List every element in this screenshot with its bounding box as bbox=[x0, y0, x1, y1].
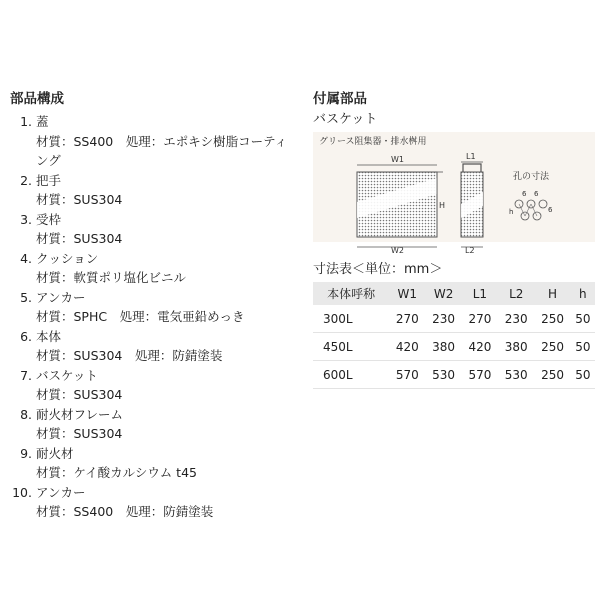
label-l1: L1 bbox=[466, 152, 476, 161]
part-detail: 材質：SUS304 bbox=[36, 387, 123, 402]
part-number: 8. bbox=[20, 406, 32, 422]
part-number: 6. bbox=[20, 328, 32, 344]
part-item bbox=[10, 405, 310, 444]
table-cell: 570 bbox=[389, 361, 425, 389]
basket-handle bbox=[463, 164, 481, 172]
dimension-table bbox=[313, 282, 595, 389]
part-name: 把手 bbox=[36, 172, 62, 188]
column-header: 本体呼称 bbox=[313, 282, 389, 305]
part-detail: 材質：SS400 処理：エポキシ樹脂コーティング bbox=[36, 133, 288, 168]
table-cell: 530 bbox=[425, 361, 461, 389]
part-item bbox=[10, 327, 310, 366]
table-cell: 300L bbox=[313, 305, 389, 333]
part-item bbox=[10, 210, 310, 249]
part-name: クッション bbox=[36, 250, 99, 266]
table-cell: 50 bbox=[571, 305, 595, 333]
table-cell: 50 bbox=[571, 361, 595, 389]
table-cell: 420 bbox=[389, 333, 425, 361]
label-h: H bbox=[439, 201, 446, 210]
part-number: 1. bbox=[20, 114, 32, 129]
part-item bbox=[10, 288, 310, 327]
part-item bbox=[10, 171, 310, 210]
part-number: 9. bbox=[20, 445, 32, 461]
part-detail: 材質：SPHC 処理：電気亜鉛めっき bbox=[36, 309, 245, 324]
table-cell: 230 bbox=[425, 305, 461, 333]
part-detail: 材質：SUS304 bbox=[36, 426, 123, 441]
accessory-heading: 付属部品 bbox=[313, 91, 367, 107]
label-hole: 孔の寸法 bbox=[513, 172, 550, 182]
parts-heading: 部品構成 bbox=[10, 91, 64, 107]
bottom-dimensions bbox=[313, 242, 595, 254]
part-detail: 材質：SS400 処理：防錆塗装 bbox=[36, 504, 214, 519]
part-item bbox=[10, 112, 310, 171]
part-number: 10. bbox=[12, 484, 32, 500]
column-header: L2 bbox=[498, 282, 534, 305]
label-w2: W2 bbox=[391, 246, 404, 254]
table-header-row bbox=[313, 282, 595, 305]
part-name: 耐火材 bbox=[36, 445, 74, 461]
table-cell: 570 bbox=[462, 361, 498, 389]
part-number: 7. bbox=[20, 367, 32, 383]
part-number: 5. bbox=[20, 289, 32, 305]
table-cell: 250 bbox=[534, 361, 570, 389]
part-detail: 材質：SUS304 bbox=[36, 192, 123, 207]
part-name: 本体 bbox=[36, 328, 62, 344]
basket-diagram bbox=[313, 132, 595, 242]
figure-caption: グリース阻集器・排水桝用 bbox=[319, 137, 427, 147]
label-6: 6 bbox=[534, 190, 539, 198]
table-cell: 380 bbox=[425, 333, 461, 361]
part-item bbox=[10, 483, 310, 522]
table-cell: 50 bbox=[571, 333, 595, 361]
table-cell: 380 bbox=[498, 333, 534, 361]
table-row bbox=[313, 305, 595, 333]
parts-section bbox=[10, 90, 310, 522]
table-cell: 450L bbox=[313, 333, 389, 361]
part-name: 耐火材フレーム bbox=[36, 406, 124, 422]
table-cell: 230 bbox=[498, 305, 534, 333]
table-cell: 420 bbox=[462, 333, 498, 361]
parts-list bbox=[10, 112, 310, 522]
part-detail: 材質：軟質ポリ塩化ビニル bbox=[36, 270, 187, 285]
label-6: 6 bbox=[522, 190, 527, 198]
table-title: 寸法表＜単位：mm＞ bbox=[313, 262, 443, 277]
part-name: 受枠 bbox=[36, 211, 62, 227]
part-detail: 材質：SUS304 処理：防錆塗装 bbox=[36, 348, 223, 363]
part-name: バスケット bbox=[36, 367, 98, 383]
part-number: 3. bbox=[20, 211, 32, 227]
label-l2: L2 bbox=[465, 246, 475, 254]
column-header: H bbox=[534, 282, 570, 305]
part-item bbox=[10, 444, 310, 483]
table-cell: 270 bbox=[389, 305, 425, 333]
column-header: W1 bbox=[389, 282, 425, 305]
part-detail: 材質：SUS304 bbox=[36, 231, 123, 246]
part-item bbox=[10, 249, 310, 288]
table-cell: 600L bbox=[313, 361, 389, 389]
label-w1: W1 bbox=[391, 155, 404, 164]
accessory-section bbox=[313, 90, 595, 389]
table-cell: 250 bbox=[534, 333, 570, 361]
basket-drawing bbox=[313, 132, 595, 242]
part-detail: 材質：ケイ酸カルシウム t45 bbox=[36, 465, 197, 480]
column-header: h bbox=[571, 282, 595, 305]
label-h-small: h bbox=[509, 208, 514, 216]
part-number: 4. bbox=[20, 250, 32, 266]
table-row bbox=[313, 361, 595, 389]
part-name: 蓋 bbox=[36, 114, 49, 129]
basket-title: バスケット bbox=[313, 112, 378, 127]
table-row bbox=[313, 333, 595, 361]
part-item bbox=[10, 366, 310, 405]
table-cell: 530 bbox=[498, 361, 534, 389]
table-cell: 250 bbox=[534, 305, 570, 333]
label-6: 6 bbox=[548, 206, 553, 214]
part-name: アンカー bbox=[36, 484, 86, 500]
column-header: L1 bbox=[462, 282, 498, 305]
column-header: W2 bbox=[425, 282, 461, 305]
part-number: 2. bbox=[20, 172, 32, 188]
table-cell: 270 bbox=[462, 305, 498, 333]
part-name: アンカー bbox=[36, 289, 86, 305]
hole-icon bbox=[539, 200, 547, 208]
